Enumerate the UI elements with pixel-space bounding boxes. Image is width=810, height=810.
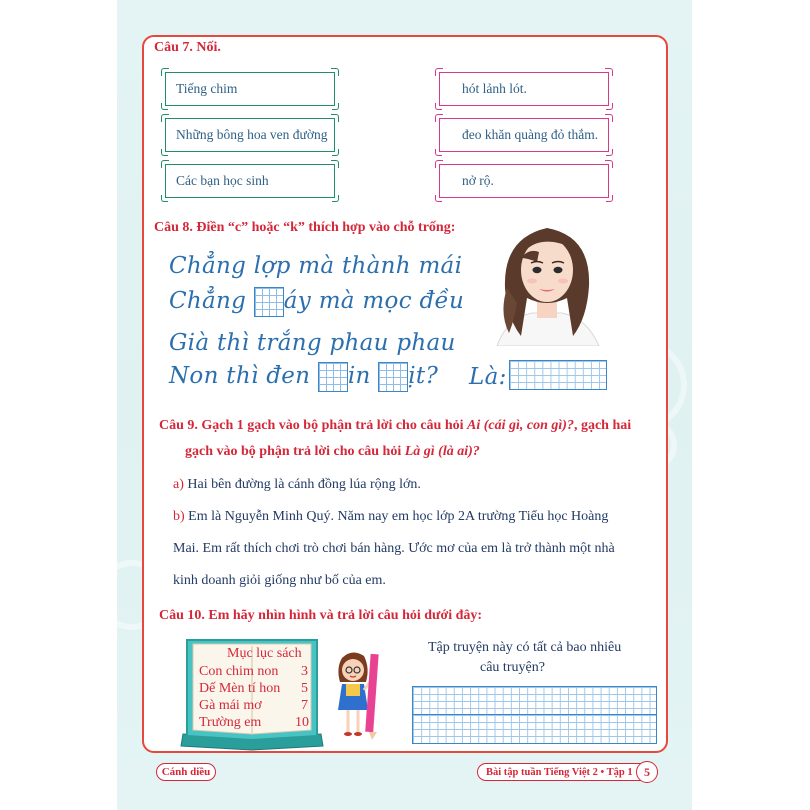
- q10-question-line1: Tập truyện này có tất cả bao nhiêu: [428, 640, 622, 655]
- riddle-line-4: [169, 362, 438, 392]
- q9-title-italic2: Là gì (là ai)?: [404, 444, 480, 459]
- riddle-line-1: Chẳng lợp mà thành mái: [169, 253, 463, 279]
- q9-title-italic1: Ai (cái gì, con gì)?: [467, 418, 574, 433]
- question-7-title: Câu 7. Nối.: [154, 40, 221, 55]
- question-9-title-line-1: [159, 418, 631, 434]
- q9-text-b1: Em là Nguyễn Minh Quý. Năm nay em học lớp 2A trường Tiểu học Hoàng: [184, 509, 609, 524]
- page-number: 5: [636, 761, 658, 783]
- riddle-line-3: Già thì trắng phau phau: [169, 330, 456, 356]
- q9-title-part1: Câu 9. Gạch 1 gạch vào bộ phận trả lời cho câu hỏi: [159, 418, 468, 433]
- match-left-1[interactable]: [165, 72, 335, 106]
- toc-item-4-page: 10: [295, 715, 309, 730]
- question-8-title: Câu 8. Điền “c” hoặc “k” thích hợp vào chỗ trống:: [154, 220, 456, 235]
- toc-item-2: [199, 681, 280, 697]
- answer-grid[interactable]: [509, 360, 607, 390]
- riddle-line-2: [169, 287, 464, 317]
- riddle-line-4-start: Non thì đen: [169, 363, 318, 389]
- riddle-line-4-end: ịt?: [408, 363, 439, 389]
- match-left-3-label: Các bạn học sinh: [176, 173, 269, 188]
- match-right-3-label: nở rộ.: [462, 173, 494, 188]
- question-9-title-line-2: [185, 444, 480, 460]
- riddle-line-2-end: áy mà mọc đều: [283, 288, 465, 314]
- match-left-2-label: Những bông hoa ven đường: [176, 127, 328, 142]
- toc-item-1: [199, 664, 278, 680]
- girl-with-pencil-illustration: [322, 648, 384, 740]
- blank-box-2[interactable]: [318, 362, 348, 392]
- match-left-2[interactable]: [165, 118, 335, 152]
- q9-sentence-a: [173, 477, 421, 494]
- toc-item-1-name: Con chim non: [199, 664, 279, 679]
- q9-sentence-b-line2: Mai. Em rất thích chơi trò chơi bán hàng. Ước mơ của em là trở thành một nhà: [173, 541, 615, 556]
- girl-illustration: [477, 218, 617, 346]
- match-right-1[interactable]: [439, 72, 609, 106]
- toc-item-2-page: 5: [301, 681, 308, 696]
- match-right-1-label: hót lảnh lót.: [462, 81, 527, 96]
- toc-item-4: [199, 715, 261, 731]
- answer-label: Là:: [469, 364, 507, 390]
- match-right-2[interactable]: [439, 118, 609, 152]
- workbook-page: [117, 0, 692, 810]
- book-series-title: Bài tập tuần Tiếng Việt 2 • Tập 1: [477, 763, 653, 781]
- question-10-title: Câu 10. Em hãy nhìn hình và trả lời câu hỏi dưới đây:: [159, 608, 483, 623]
- q9-title-part2: , gạch hai: [573, 418, 632, 433]
- toc-item-1-page: 3: [301, 664, 308, 679]
- q10-question-line2: câu truyện?: [480, 660, 545, 675]
- q9-title-line2a: gạch vào bộ phận trả lời cho câu hỏi: [185, 444, 405, 459]
- q9-text-a: Hai bên đường là cánh đồng lúa rộng lớn.: [183, 477, 421, 492]
- match-right-3[interactable]: [439, 164, 609, 198]
- q10-answer-grid[interactable]: [412, 686, 657, 744]
- match-left-1-label: Tiếng chim: [176, 81, 238, 96]
- q9-label-a: a): [173, 477, 184, 492]
- riddle-line-2-start: Chẳng: [169, 288, 254, 314]
- toc-item-4-name: Trường em: [199, 715, 262, 730]
- match-right-2-label: đeo khăn quàng đỏ thắm.: [462, 127, 599, 142]
- q9-sentence-b-line3: kinh doanh giỏi giống như bố của em.: [173, 573, 386, 588]
- toc-item-3: [199, 698, 262, 714]
- book-title: Mục lục sách: [227, 646, 302, 661]
- toc-item-3-page: 7: [301, 698, 308, 713]
- blank-box-3[interactable]: [378, 362, 408, 392]
- match-left-3[interactable]: [165, 164, 335, 198]
- toc-item-2-name: Dế Mèn tí hon: [199, 681, 281, 696]
- q9-sentence-b-line1: [173, 509, 608, 526]
- blank-box-1[interactable]: [254, 287, 284, 317]
- riddle-line-4-mid: in: [347, 363, 379, 389]
- q9-label-b: b): [173, 509, 185, 524]
- publisher-badge: Cánh diều: [156, 763, 216, 781]
- toc-item-3-name: Gà mái mơ: [199, 698, 262, 713]
